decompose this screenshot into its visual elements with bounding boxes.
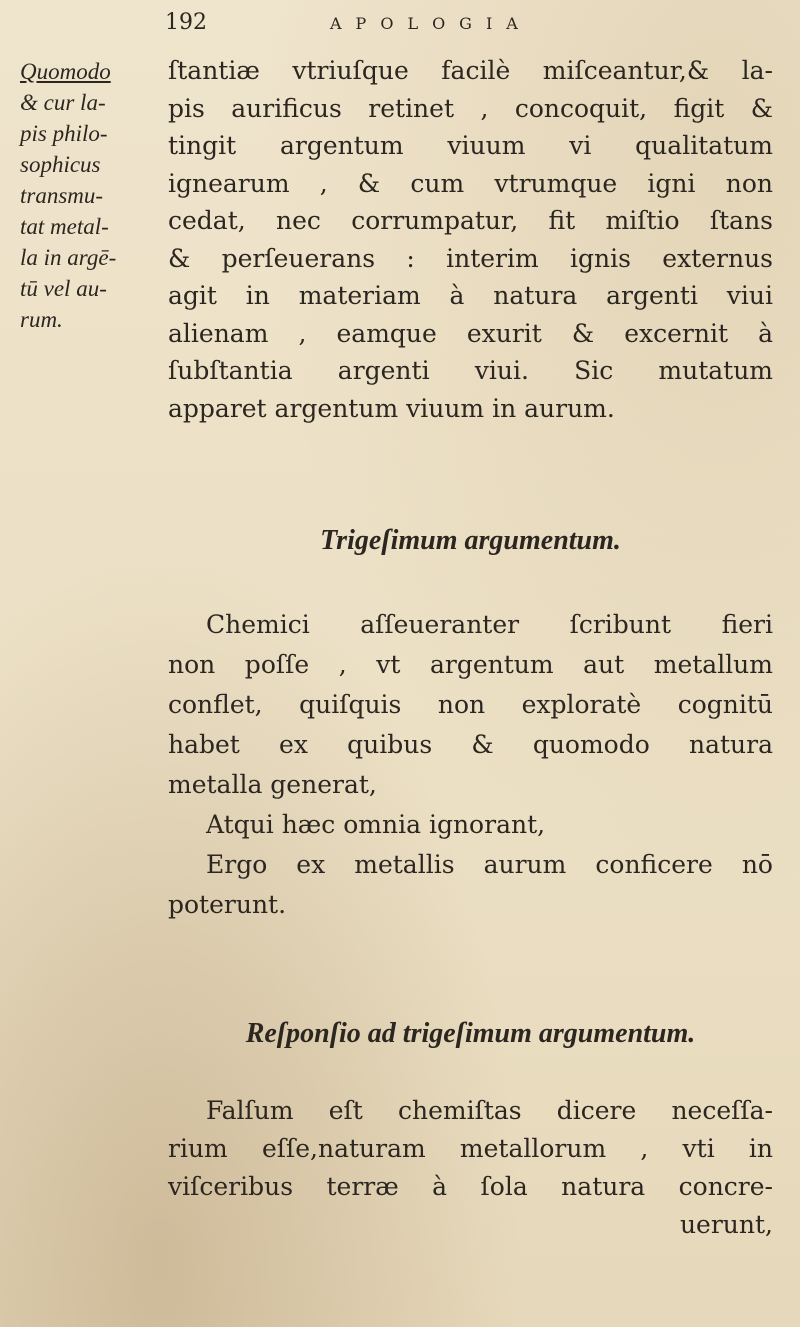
text-line: tingit argentum viuum vi qualitatum [168,131,773,160]
text-line: & perſeuerans : interim ignis externus [168,243,773,273]
text-line: viſceribus terræ à ſola natura concre- [168,1172,773,1201]
page-header [165,10,625,44]
text-line: ſubſtantia argenti viui. Sic mutatum [168,356,773,385]
section-heading: Trigeſimum argumentum. [320,525,621,556]
text-line: pis aurificus retinet , concoquit, figit & [168,93,773,123]
text-line: rium eſſe,naturam metallorum , vti in [168,1134,773,1163]
marginal-note [20,56,160,335]
marginal-note-line: pis philo- [20,121,108,146]
text-line: apparet argentum viuum in aurum. [168,393,615,423]
response-heading: Reſponſio ad trigeſimum argumentum. [245,1018,696,1049]
marginal-note-line: rum. [20,307,63,332]
marginal-note-line: sophicus [20,152,101,177]
page-number: 192 [165,10,207,35]
text-line: conflet, quiſquis non exploratè cognitū [168,690,773,719]
response-paragraph [168,1092,773,1244]
marginal-note-line: & cur la- [20,90,106,115]
text-line: agit in materiam à natura argenti viui [168,281,773,310]
text-line: poterunt. [168,890,287,919]
marginal-note-line: la in argē- [20,245,117,270]
text-line: metalla generat, [168,770,377,799]
paragraph-continuation [168,52,773,427]
running-title: APOLOGIA [330,14,532,33]
marginal-note-line: transmu- [20,183,104,208]
catchword-line: uerunt, [679,1210,773,1239]
text-line: ignearum , & cum vtrumque igni non [168,168,773,198]
text-line: Atqui hæc omnia ignorant, [206,810,546,839]
text-line: Falſum eſt chemiſtas dicere neceſſa- [206,1096,773,1125]
text-line: alienam , eamque exurit & excernit à [168,318,773,348]
argument-paragraph [168,605,773,925]
text-line: Chemici aſſeueranter ſcribunt fieri [206,610,773,639]
marginal-note-line: tū vel au- [20,276,107,301]
text-line: cedat, nec corrumpatur, fit miſtio ſtans [168,206,773,235]
marginal-note-line: Quomodo [20,59,111,84]
text-line: non poſſe , vt argentum aut metallum [168,650,773,679]
marginal-note-line: tat metal- [20,214,109,239]
text-line: Ergo ex metallis aurum conficere nō [206,850,773,879]
text-line: habet ex quibus & quomodo natura [168,730,773,759]
text-line: ſtantiæ vtriuſque facilè miſceantur,& la- [168,56,773,85]
